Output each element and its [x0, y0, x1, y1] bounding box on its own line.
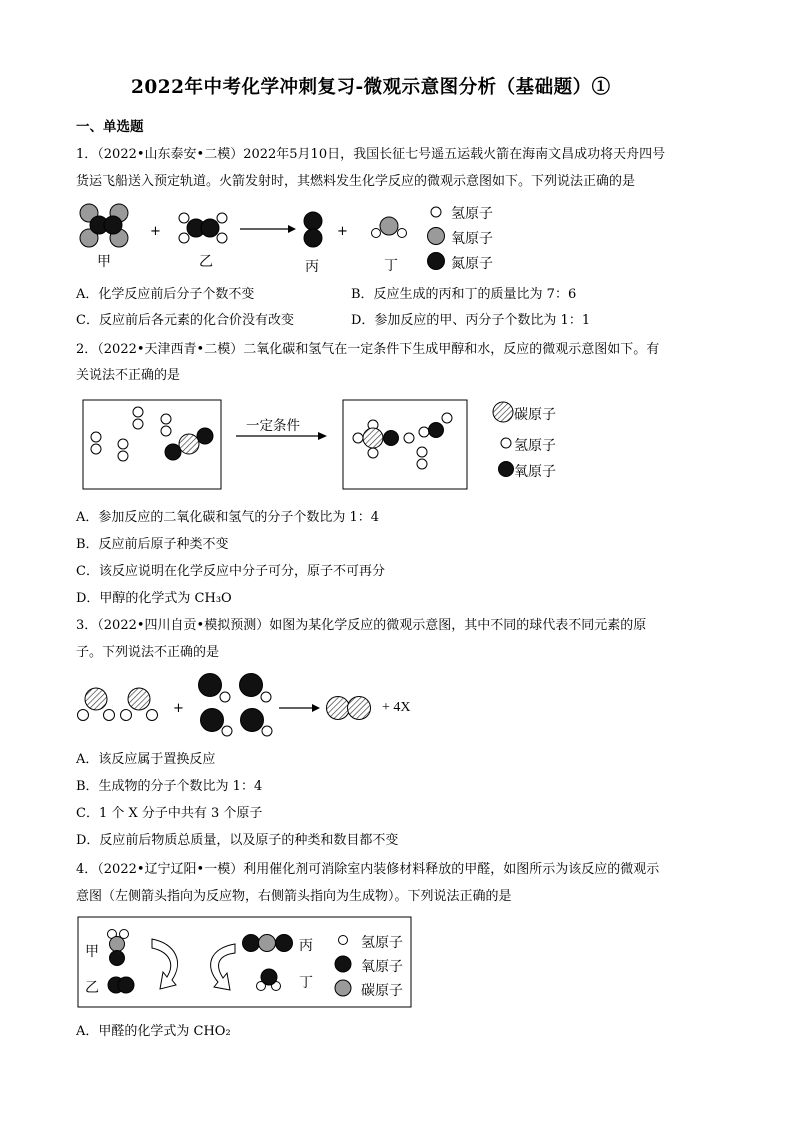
q4-label-ding: 丁: [299, 975, 313, 991]
q4-option-a[interactable]: A．甲醛的化学式为 CHO₂: [76, 1024, 231, 1039]
q1-label-ding: 丁: [384, 258, 398, 274]
q1-legend-hydrogen: 氢原子: [451, 206, 493, 222]
q3-option-a[interactable]: A．该反应属于置换反应: [76, 752, 216, 767]
q1-label-jia: 甲: [97, 254, 111, 270]
q1-option-a[interactable]: A．化学反应前后分子个数不变: [76, 287, 255, 302]
q2-condition-label: 一定条件: [246, 418, 300, 434]
q3-product-extra: + 4X: [382, 700, 411, 715]
q3-option-b[interactable]: B．生成物的分子个数比为 1：4: [76, 779, 263, 794]
q4-label-bing: 丙: [299, 938, 313, 954]
q2-option-a[interactable]: A．参加反应的二氧化碳和氢气的分子个数比为 1：4: [76, 510, 380, 525]
q2-option-d[interactable]: D．甲醇的化学式为 CH₃O: [76, 591, 232, 606]
section-heading: 一、单选题: [76, 119, 144, 135]
q2-legend-oxygen: 氧原子: [514, 464, 556, 480]
q1-legend-nitrogen: 氮原子: [451, 256, 493, 272]
q2-option-b[interactable]: B．反应前后原子种类不变: [76, 537, 229, 552]
q2-legend-hydrogen: 氢原子: [514, 438, 556, 454]
q3-option-c[interactable]: C．1 个 X 分子中共有 3 个原子: [76, 806, 263, 821]
q4-label-jia: 甲: [85, 944, 99, 960]
q3-option-d[interactable]: D．反应前后物质总质量，以及原子的种类和数目都不变: [76, 833, 399, 848]
q2-stem-line2: 关说法不正确的是: [76, 368, 181, 383]
q4-legend-oxygen: 氧原子: [361, 959, 403, 975]
q1-option-b[interactable]: B．反应生成的丙和丁的质量比为 7：6: [351, 287, 577, 302]
q1-legend-oxygen: 氧原子: [451, 231, 493, 247]
q1-label-bing: 丙: [305, 259, 319, 275]
q4-stem-line2: 意图（左侧箭头指向为反应物，右侧箭头指向为生成物）。下列说法正确的是: [76, 889, 512, 904]
q1-stem-line1: 1．（2022•山东泰安•二模）2022年5月10日，我国长征七号遥五运载火箭在海南文昌成功将天舟四号: [76, 147, 666, 162]
q3-stem-line1: 3．（2022•四川自贡•模拟预测）如图为某化学反应的微观示意图，其中不同的球代表不同元素的原: [76, 618, 647, 633]
q4-legend-icons: [335, 936, 351, 997]
q4-legend-carbon: 碳原子: [361, 983, 403, 999]
q1-option-c[interactable]: C．反应前后各元素的化合价没有改变: [76, 313, 294, 328]
q4-molecule-yi: [108, 977, 134, 993]
q4-molecule-jia: [108, 930, 129, 966]
q4-left-curved-arrow: [152, 939, 178, 989]
q4-molecule-ding: [257, 969, 281, 991]
q2-stem-line1: 2．（2022•天津西青•二模）二氧化碳和氢气在一定条件下生成甲醇和水，反应的微观示意图如下。有: [76, 342, 660, 357]
q1-option-d[interactable]: D．参加反应的甲、丙分子个数比为 1：1: [351, 313, 591, 328]
q4-right-curved-arrow: [211, 944, 235, 990]
page-title: 2022年中考化学冲刺复习-微观示意图分析（基础题）①: [131, 77, 611, 98]
q3-stem-line2: 子。下列说法不正确的是: [76, 645, 220, 660]
q4-label-yi: 乙: [85, 980, 99, 996]
q1-stem-line2: 货运飞船送入预定轨道。火箭发射时，其燃料发生化学反应的微观示意图如下。下列说法正确的是: [76, 174, 636, 189]
q1-label-yi: 乙: [199, 254, 213, 270]
q4-molecule-bing: [243, 935, 293, 952]
q1-plus-1: +: [150, 224, 161, 239]
q3-plus: +: [173, 701, 184, 716]
q1-plus-2: +: [337, 224, 348, 239]
q2-option-c[interactable]: C．该反应说明在化学反应中分子可分，原子不可再分: [76, 564, 385, 579]
q4-stem-line1: 4．（2022•辽宁辽阳•一模）利用催化剂可消除室内装修材料释放的甲醛，如图所示为该反应的微观示: [76, 862, 660, 877]
q2-legend-carbon: 碳原子: [514, 407, 556, 423]
q4-legend-hydrogen: 氢原子: [361, 935, 403, 951]
